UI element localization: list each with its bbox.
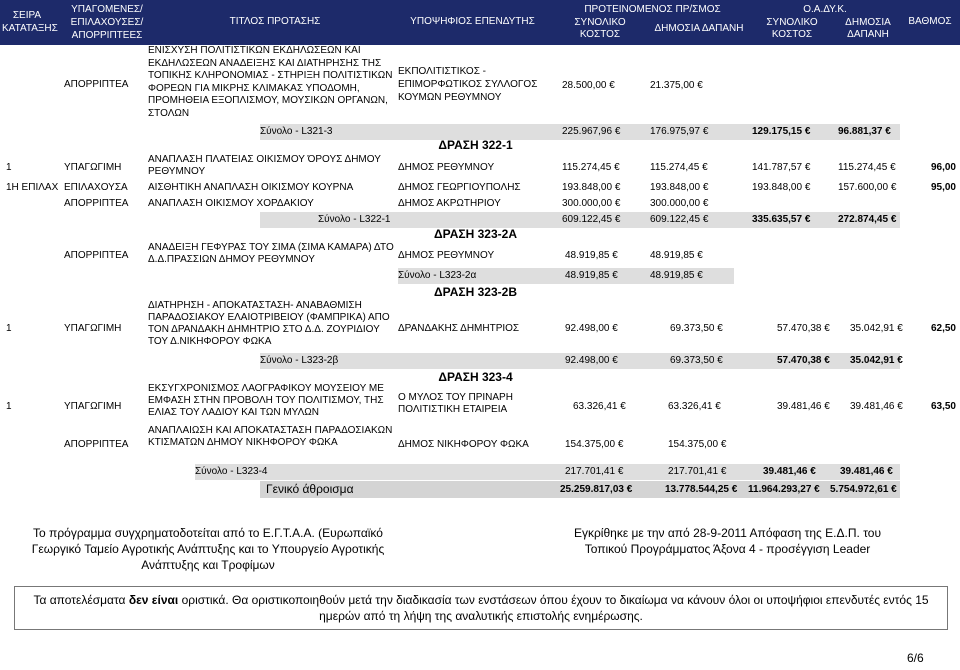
seira-cell: 1 bbox=[6, 162, 12, 173]
status-cell: ΥΠΑΓΩΓΙΜΗ bbox=[64, 323, 122, 334]
prot-public-cell: 21.375,00 € bbox=[650, 80, 703, 92]
title-cell: ΕΚΣΥΓΧΡΟΝΙΣΜΟΣ ΛΑΟΓΡΑΦΙΚΟΥ ΜΟΥΣΕΙΟΥ ΜΕ ΕΜΦΑΣΗ ΣΤΗΝ ΠΡΟΒΟΛΗ ΤΟΥ ΠΟΛΙΤΙΣΜΟΥ, ΤΗΣ ΕΛΙΑΣ ΤΟΥ ΛΑΔΙΟΥ ΚΑΙ ΤΩΝ ΜΥΛΩΝ bbox=[148, 383, 384, 418]
status-cell: ΕΠΙΛΑΧΟΥΣΑ bbox=[64, 182, 128, 193]
disclaimer-text bbox=[20, 592, 942, 624]
prot-public-cell: 154.375,00 € bbox=[668, 439, 726, 451]
subtotal-prot-public: 48.919,85 € bbox=[650, 270, 703, 282]
oadyk-public-cell: 115.274,45 € bbox=[838, 162, 896, 174]
oadyk-total-cell: 39.481,46 € bbox=[777, 401, 830, 413]
grand-total-oadyk-public: 5.754.972,61 € bbox=[830, 484, 897, 496]
applicant-cell: ΔΗΜΟΣ ΡΕΘΥΜΝΟΥ bbox=[398, 250, 495, 261]
prot-public-cell: 48.919,85 € bbox=[650, 250, 703, 262]
subtotal-oadyk-total: 57.470,38 € bbox=[777, 355, 830, 367]
applicant-cell: ΔΗΜΟΣ ΑΚΡΩΤΗΡΙΟΥ bbox=[398, 198, 501, 209]
subtotal-prot-total: 225.967,96 € bbox=[562, 126, 620, 138]
section-heading: ΔΡΑΣΗ 323-2Β bbox=[434, 285, 517, 299]
subtotal-prot-public: 217.701,41 € bbox=[668, 466, 726, 478]
title-cell: ΕΝΙΣΧΥΣΗ ΠΟΛΙΤΙΣΤΙΚΩΝ ΕΚΔΗΛΩΣΕΩΝ ΚΑΙ ΕΚΔΗΛΩΣΕΩΝ ΑΝΑΔΕΙΞΗΣ ΚΑΙ ΔΙΑΤΗΡΗΣΗΣ ΤΗΣ ΤΟΠΙΚΗΣ ΚΛΗΡΟΝΟΜΙΑΣ - ΣΤΗΡΙΞΗ ΠΟΛΙΤΙΣΤΙΚΩΝ ΦΟΡΕΩΝ ΓΙΑ ΜΙΚΡΗΣ ΚΛΙΜΑΚΑΣ ΥΠΟΔΟΜΗ, ΠΡΟΜΗΘΕΙΑ ΕΞΟΠΛΙΣΜΟΥ, ΜΟΥΣΙΚΩΝ ΟΡΓΑΝΩΝ, ΣΤΟΛΩΝ bbox=[148, 45, 393, 119]
prot-total-cell: 63.326,41 € bbox=[573, 401, 626, 413]
status-cell: ΥΠΑΓΩΓΙΜΗ bbox=[64, 162, 122, 173]
oadyk-public-cell: 39.481,46 € bbox=[850, 401, 903, 413]
grand-total-label: Γενικό άθροισμα bbox=[266, 482, 354, 496]
subtotal-label: Σύνολο - L323-2β bbox=[260, 355, 339, 366]
subtotal-oadyk-total: 39.481,46 € bbox=[763, 466, 816, 478]
subtotal-oadyk-total: 335.635,57 € bbox=[752, 214, 810, 226]
oadyk-total-cell: 141.787,57 € bbox=[752, 162, 810, 174]
oadyk-total-cell: 193.848,00 € bbox=[752, 182, 810, 194]
title-cell: ΑΝΑΠΛΑΣΗ ΠΛΑΤΕΙΑΣ ΟΙΚΙΣΜΟΥ ΌΡΟΥΣ ΔΗΜΟΥ ΡΕΘΥΜΝΟΥ bbox=[148, 154, 381, 177]
header-titlos: ΤΙΤΛΟΣ ΠΡΟΤΑΣΗΣ bbox=[229, 16, 321, 27]
subtotal-oadyk-public: 272.874,45 € bbox=[838, 214, 896, 226]
applicant-cell: ΕΚΠΟΛΙΤΙΣΤΙΚΟΣ - ΕΠΙΜΟΡΦΩΤΙΚΟΣ ΣΥΛΛΟΓΟΣ ΚΟΥΜΩΝ ΡΕΘΥΜΝΟΥ bbox=[398, 66, 538, 103]
subtotal-prot-total: 48.919,85 € bbox=[565, 270, 618, 282]
header-proteinomenos: ΠΡΟΤΕΙΝΟΜΕΝΟΣ ΠΡ/ΣΜΟΣ bbox=[584, 4, 721, 15]
prot-total-cell: 154.375,00 € bbox=[565, 439, 623, 451]
seira-cell: 1 bbox=[6, 401, 12, 412]
status-cell: ΑΠΟΡΡΙΠΤΕΑ bbox=[64, 250, 129, 261]
section-heading: ΔΡΑΣΗ 323-2Α bbox=[434, 227, 517, 241]
score-cell: 96,00 bbox=[930, 162, 956, 173]
header-oadyk: Ο.Α.ΔΥ.Κ. bbox=[803, 4, 847, 15]
seira-cell: 1Η ΕΠΙΛΑΧ bbox=[6, 182, 59, 193]
header-oadyk-dimosia: ΔΗΜΟΣΙΑ ΔΑΠΑΝΗ bbox=[845, 17, 891, 40]
prot-total-cell: 300.000,00 € bbox=[562, 198, 620, 210]
prot-total-cell: 28.500,00 € bbox=[562, 80, 615, 92]
header-ypopsifios: ΥΠΟΨΗΦΙΟΣ ΕΠΕΝΔΥΤΗΣ bbox=[410, 16, 535, 27]
subtotal-prot-total: 217.701,41 € bbox=[565, 466, 623, 478]
subtotal-prot-public: 69.373,50 € bbox=[670, 355, 723, 367]
prot-public-cell: 300.000,00 € bbox=[650, 198, 708, 210]
score-cell: 62,50 bbox=[930, 323, 956, 334]
subtotal-label: Σύνολο - L321-3 bbox=[260, 126, 333, 137]
title-cell: ΑΝΑΔΕΙΞΗ ΓΕΦΥΡΑΣ ΤΟΥ ΣΙΜΑ (ΣΙΜΑ ΚΑΜΑΡΑ) ΔΤΟ Δ.Δ.ΠΡΑΣΣΙΩΝ ΔΗΜΟΥ ΡΕΘΥΜΝΟΥ bbox=[148, 242, 394, 265]
score-cell: 63,50 bbox=[930, 401, 956, 412]
applicant-cell: ΔΗΜΟΣ ΝΙΚΗΦΟΡΟΥ ΦΩΚΑ bbox=[398, 439, 529, 450]
subtotal-label: Σύνολο - L323-2α bbox=[398, 270, 477, 281]
page-number: 6/6 bbox=[907, 651, 924, 665]
status-cell: ΑΠΟΡΡΙΠΤΕΑ bbox=[64, 198, 129, 209]
header-prot-dimosia: ΔΗΜΟΣΙΑ ΔΑΠΑΝΗ bbox=[654, 23, 744, 34]
title-cell: ΑΝΑΠΛΑΙΩΣΗ ΚΑΙ ΑΠΟΚΑΤΑΣΤΑΣΗ ΠΑΡΑΔΟΣΙΑΚΩΝ ΚΤΙΣΜΑΤΩΝ ΔΗΜΟΥ ΝΙΚΗΦΟΡΟΥ ΦΩΚΑ bbox=[148, 425, 393, 448]
oadyk-public-cell: 157.600,00 € bbox=[838, 182, 896, 194]
subtotal-prot-public: 609.122,45 € bbox=[650, 214, 708, 226]
prot-public-cell: 63.326,41 € bbox=[668, 401, 721, 413]
approval-note: Εγκρίθηκε με την από 28-9-2011 Απόφαση της Ε.Δ.Π. του Τοπικού Προγράμματος Άξονα 4 - προσέγγιση Leader bbox=[573, 526, 882, 556]
status-cell: ΑΠΟΡΡΙΠΤΕΑ bbox=[64, 439, 129, 450]
disclaimer-pre: Τα αποτελέσματα bbox=[33, 593, 129, 607]
subtotal-oadyk-public: 35.042,91 € bbox=[850, 355, 903, 367]
prot-total-cell: 193.848,00 € bbox=[562, 182, 620, 194]
subtotal-prot-total: 92.498,00 € bbox=[565, 355, 618, 367]
subtotal-prot-total: 609.122,45 € bbox=[562, 214, 620, 226]
status-cell: ΑΠΟΡΡΙΠΤΕΑ bbox=[64, 79, 129, 90]
header-seira: ΣΕΙΡΑ ΚΑΤΑΤΑΞΗΣ bbox=[2, 10, 58, 34]
grand-total-oadyk-total: 11.964.293,27 € bbox=[748, 484, 820, 496]
subtotal-label: Σύνολο - L322-1 bbox=[318, 214, 391, 225]
score-cell: 95,00 bbox=[930, 182, 956, 193]
oadyk-public-cell: 35.042,91 € bbox=[850, 323, 903, 335]
title-cell: ΔΙΑΤΗΡΗΣΗ - ΑΠΟΚΑΤΑΣΤΑΣΗ- ΑΝΑΒΑΘΜΙΣΗ ΠΑΡΑΔΟΣΙΑΚΟΥ ΕΛΑΙΟΤΡΙΒΕΙΟΥ (ΦΑΜΠΡΙΚΑ) ΑΠΟ ΤΟΝ ΔΡΑΝΔΑΚΗ ΔΗΜΗΤΡΙΟ ΣΤΟ Δ.Δ. ΖΟΥΡΙΔΙΟΥ ΤΟΥ Δ.ΝΙΚΗΦΟΡΟΥ ΦΩΚΑ bbox=[148, 300, 390, 347]
prot-public-cell: 69.373,50 € bbox=[670, 323, 723, 335]
subtotal-oadyk-total: 129.175,15 € bbox=[752, 126, 810, 138]
applicant-cell: Ο ΜΥΛΟΣ ΤΟΥ ΠΡΙΝΑΡΗ ΠΟΛΙΤΙΣΤΙΚΗ ΕΤΑΙΡΕΙΑ bbox=[398, 392, 513, 415]
subtotal-oadyk-public: 39.481,46 € bbox=[840, 466, 893, 478]
grand-total-prot-total: 25.259.817,03 € bbox=[560, 484, 632, 496]
section-heading: ΔΡΑΣΗ 323-4 bbox=[438, 370, 513, 384]
subtotal-oadyk-public: 96.881,37 € bbox=[838, 126, 891, 138]
title-cell: ΑΙΣΘΗΤΙΚΗ ΑΝΑΠΛΑΣΗ ΟΙΚΙΣΜΟΥ ΚΟΥΡΝΑ bbox=[148, 182, 354, 193]
prot-public-cell: 193.848,00 € bbox=[650, 182, 708, 194]
header-ypagomenes: ΥΠΑΓΟΜΕΝΕΣ/ ΕΠΙΛΑΧΟΥΣΕΣ/ ΑΠΟΡΡΙΠΤΕΕΣ bbox=[70, 4, 144, 41]
cofunding-note: Το πρόγραμμα συγχρηματοδοτείται από το Ε.Γ.Τ.Α.Α. (Ευρωπαϊκό Γεωργικό Ταμείο Αγροτικής Ανάπτυξης και το Υπουργείο Αγροτικής Ανάπτυξης και Τροφίμων bbox=[31, 526, 385, 572]
section-heading: ΔΡΑΣΗ 322-1 bbox=[438, 138, 513, 152]
prot-total-cell: 92.498,00 € bbox=[565, 323, 618, 335]
applicant-cell: ΔΗΜΟΣ ΓΕΩΡΓΙΟΥΠΟΛΗΣ bbox=[398, 182, 521, 193]
disclaimer-post: οριστικά. Θα οριστικοποιηθούν μετά την διαδικασία των ενστάσεων όπου έχουν το δικαίωμα να κάνουν όλοι οι υποψήφιοι επενδυτές εντός 15 ημερών από τη λήψη της αναλυτικής επιστολής ενημέρωσης. bbox=[178, 593, 929, 623]
title-cell: ΑΝΑΠΛΑΣΗ ΟΙΚΙΣΜΟΥ ΧΟΡΔΑΚΙΟΥ bbox=[148, 198, 314, 209]
oadyk-total-cell: 57.470,38 € bbox=[777, 323, 830, 335]
applicant-cell: ΔΗΜΟΣ ΡΕΘΥΜΝΟΥ bbox=[398, 162, 495, 173]
applicant-cell: ΔΡΑΝΔΑΚΗΣ ΔΗΜΗΤΡΙΟΣ bbox=[398, 323, 520, 334]
prot-public-cell: 115.274,45 € bbox=[650, 162, 708, 174]
status-cell: ΥΠΑΓΩΓΙΜΗ bbox=[64, 401, 122, 412]
seira-cell: 1 bbox=[6, 323, 12, 334]
header-vathmos: ΒΑΘΜΟΣ bbox=[908, 16, 952, 27]
subtotal-label: Σύνολο - L323-4 bbox=[195, 466, 268, 477]
prot-total-cell: 115.274,45 € bbox=[562, 162, 620, 174]
subtotal-prot-public: 176.975,97 € bbox=[650, 126, 708, 138]
header-prot-synoliko: ΣΥΝΟΛΙΚΟ ΚΟΣΤΟΣ bbox=[574, 17, 626, 40]
header-oadyk-synoliko: ΣΥΝΟΛΙΚΟ ΚΟΣΤΟΣ bbox=[766, 17, 818, 40]
prot-total-cell: 48.919,85 € bbox=[565, 250, 618, 262]
grand-total-prot-public: 13.778.544,25 € bbox=[665, 484, 737, 496]
disclaimer-bold: δεν είναι bbox=[128, 593, 179, 607]
